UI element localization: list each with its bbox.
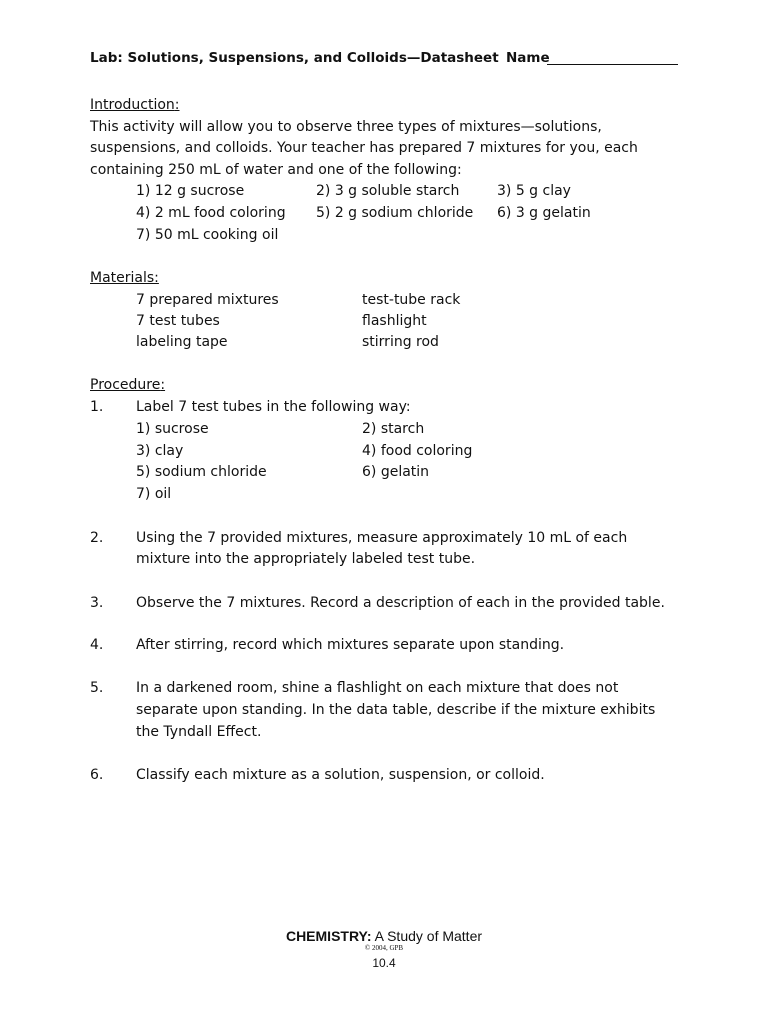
intro-line-1: This activity will allow you to observe three types of mixtures—solutions, [90,119,602,135]
footer-brand-bold: CHEMISTRY: [285,928,372,944]
mixture-item-3: 3) 5 g clay [497,183,571,199]
tube-label-item: 2) starch [362,421,425,437]
introduction-heading-text: Introduction [90,97,175,113]
mixture-item-7: 7) 50 mL cooking oil [136,227,279,243]
material-item: 7 test tubes [136,313,220,329]
step-text: Observe the 7 mixtures. Record a description of each in the provided table. [136,595,665,611]
step-number: 3. [90,595,104,611]
footer-brand-rest: A Study of Matter [371,928,483,944]
tube-label-item: 7) oil [136,486,172,502]
mixture-item-1: 1) 12 g sucrose [136,183,245,199]
step-number: 1. [90,399,104,415]
step-text: Classify each mixture as a solution, suspension, or colloid. [136,767,545,783]
material-item: flashlight [362,313,427,329]
procedure-heading-colon: : [160,377,166,393]
name-label: Name [506,50,550,66]
mixture-item-6: 6) 3 g gelatin [497,205,591,221]
material-item: labeling tape [136,334,228,350]
intro-line-3: containing 250 mL of water and one of the following: [90,162,462,178]
tube-label-item: 6) gelatin [362,464,430,480]
step-number: 2. [90,530,104,546]
mixture-item-4: 4) 2 mL food coloring [136,205,286,221]
mixture-item-2: 2) 3 g soluble starch [316,183,460,199]
step-number: 4. [90,637,104,653]
procedure-heading-text: Procedure [90,377,161,393]
tube-label-item: 3) clay [136,443,184,459]
procedure-heading [90,376,165,394]
step-text: the Tyndall Effect. [136,724,262,740]
step-text: After stirring, record which mixtures separate upon standing. [136,637,565,653]
materials-heading: Materials: [90,270,159,286]
introduction-heading [90,96,180,114]
step-text: Using the 7 provided mixtures, measure approximately 10 mL of each [136,530,628,546]
intro-line-2: suspensions, and colloids. Your teacher has prepared 7 mixtures for you, each [90,140,638,156]
step-number: 5. [90,680,104,696]
material-item: test-tube rack [362,292,461,308]
footer-copyright: © 2004, GPB [364,944,404,952]
document-title: Lab: Solutions, Suspensions, and Colloids—Datasheet [90,50,499,66]
tube-label-item: 1) sucrose [136,421,209,437]
name-blank-line [547,64,678,65]
tube-label-item: 4) food coloring [362,443,473,459]
material-item: stirring rod [362,334,439,350]
step-text: separate upon standing. In the data table, describe if the mixture exhibits [136,702,656,718]
tube-label-item: 5) sodium chloride [136,464,267,480]
step-text: Label 7 test tubes in the following way: [136,399,411,415]
step-text: mixture into the appropriately labeled test tube. [136,551,476,567]
step-text: In a darkened room, shine a flashlight on each mixture that does not [136,680,619,696]
step-number: 6. [90,767,104,783]
mixture-item-5: 5) 2 g sodium chloride [316,205,474,221]
material-item: 7 prepared mixtures [136,292,279,308]
introduction-heading-colon: : [174,97,180,113]
page-number: 10.4 [372,956,396,970]
